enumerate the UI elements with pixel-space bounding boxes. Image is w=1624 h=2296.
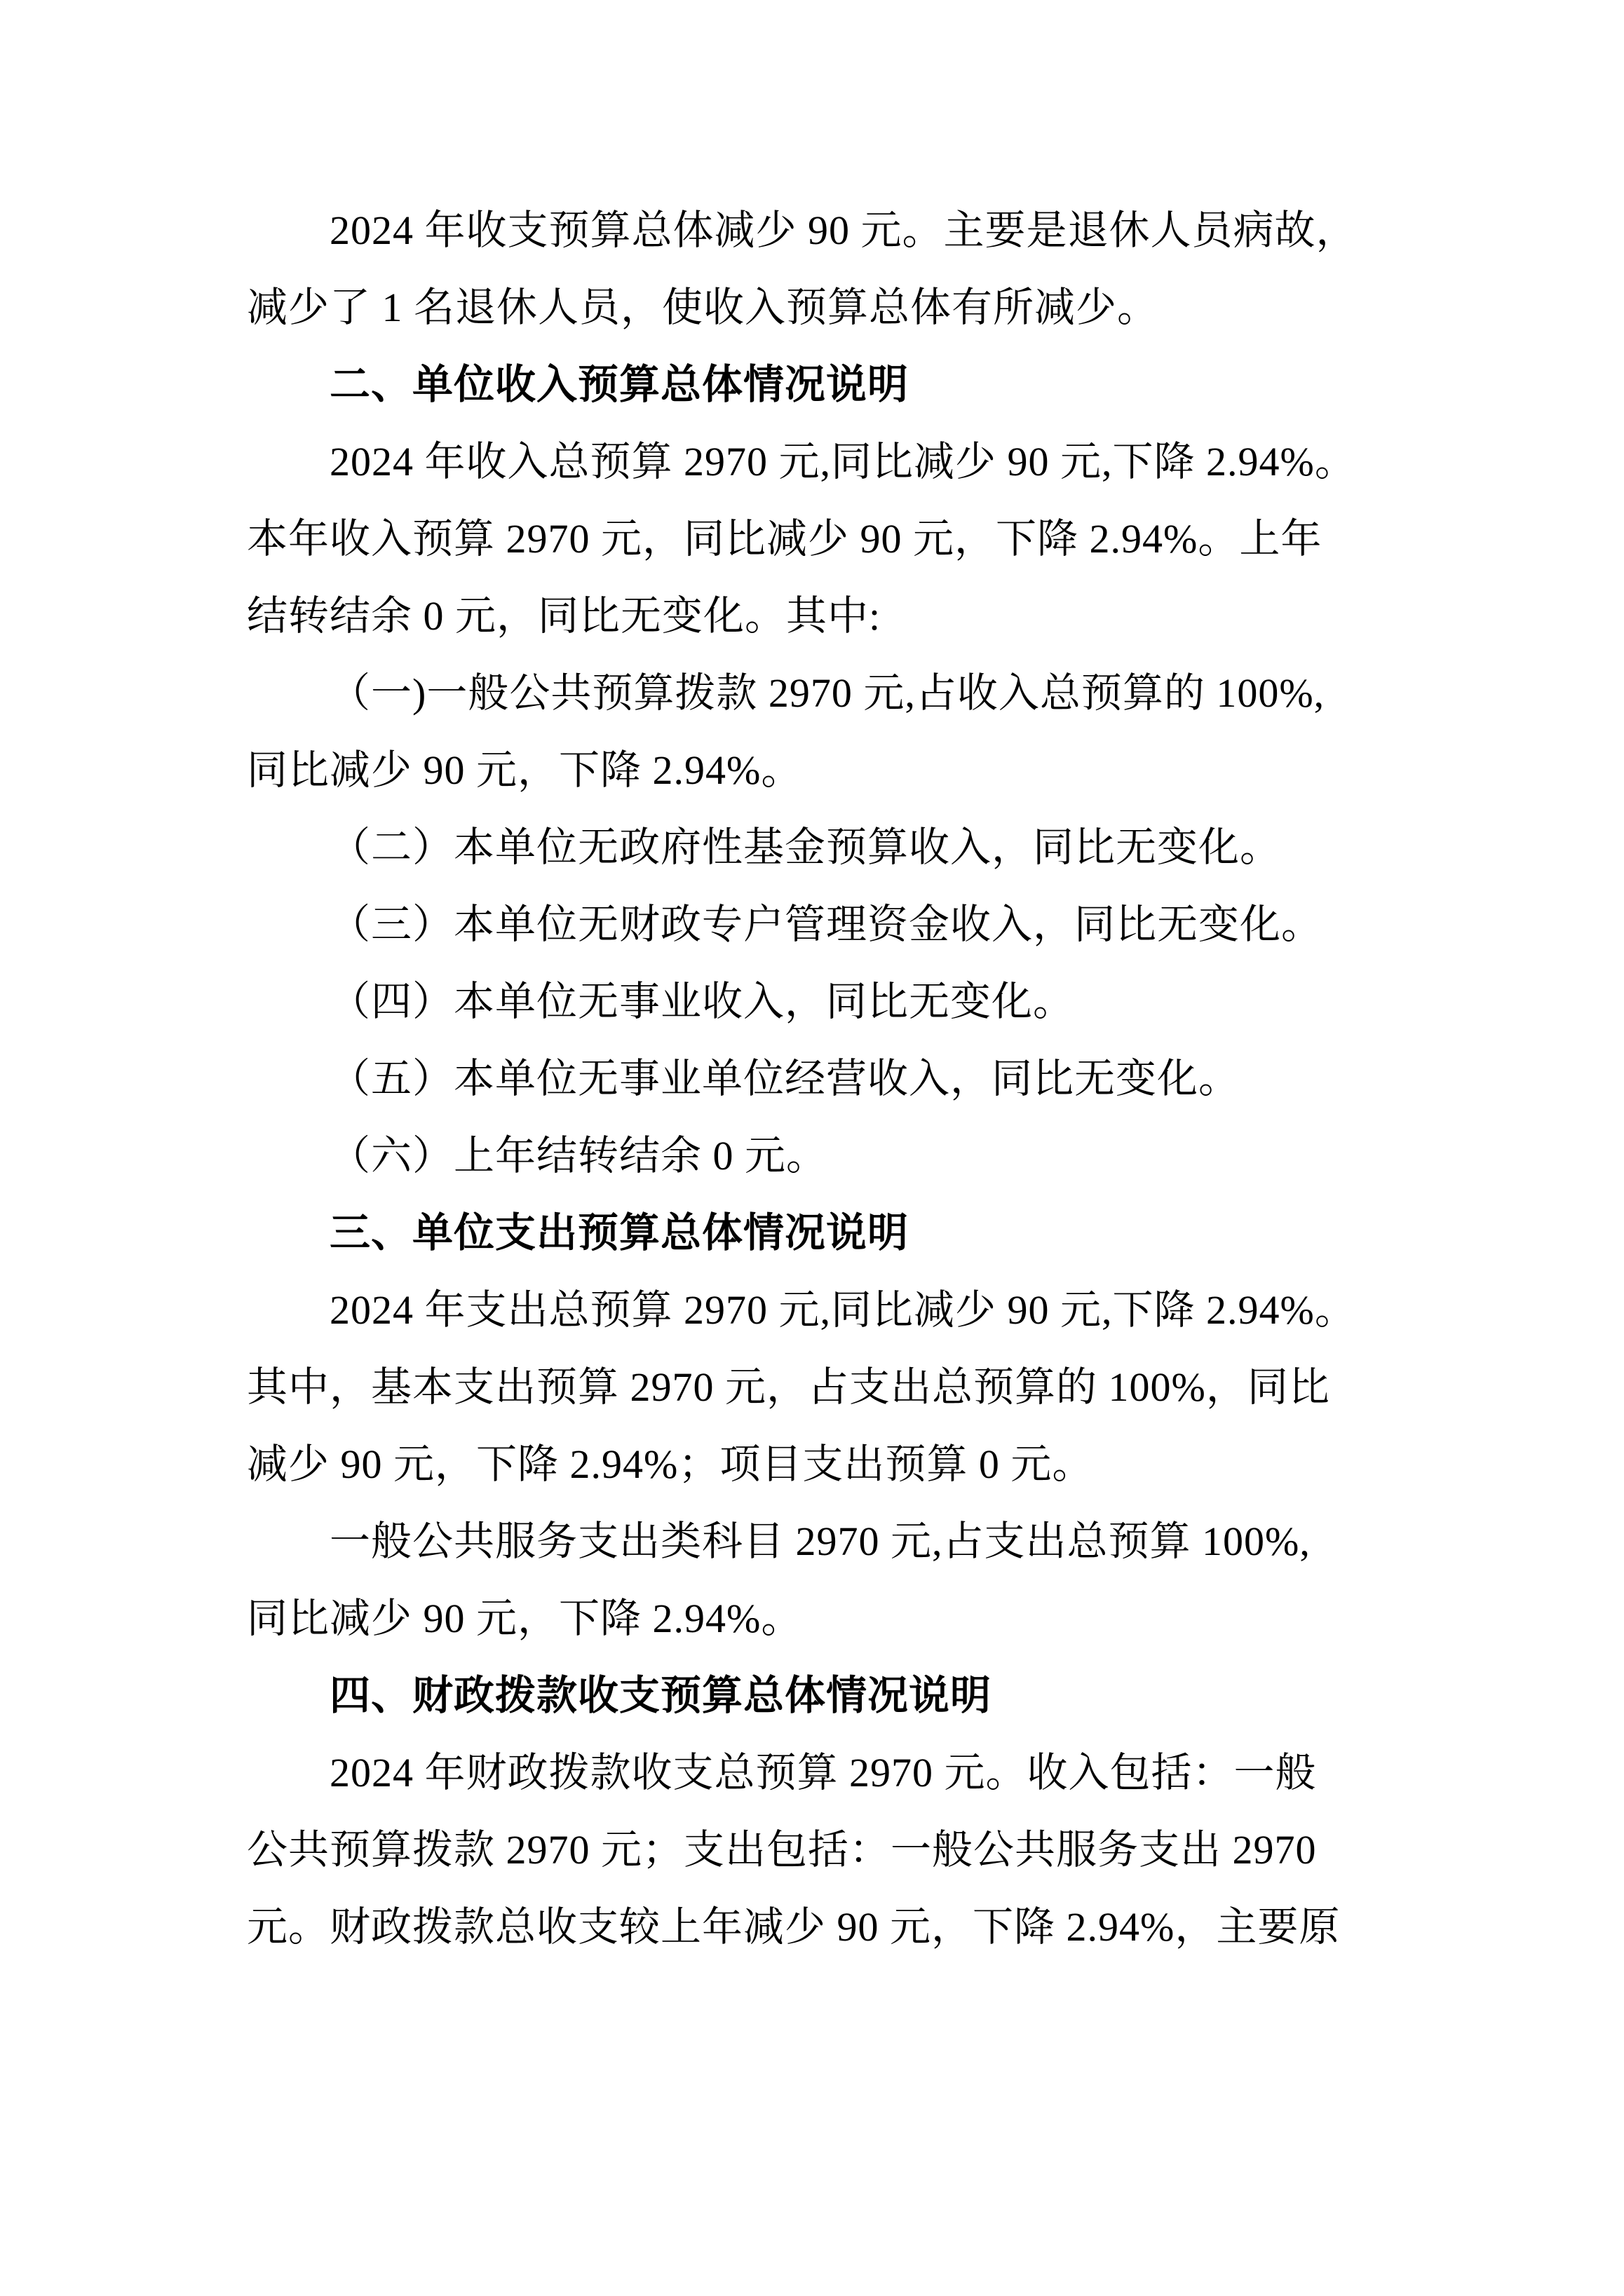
paragraph-line: 减少了 1 名退休人员，使收入预算总体有所减少。 [247,285,1159,330]
paragraph-line: 2024 年收支预算总体减少 90 元。主要是退休人员病故， [330,208,1358,253]
paragraph-line: 2024 年财政拨款收支总预算 2970 元。收入包括：一般 [330,1750,1317,1795]
list-item-line-2: （二）本单位无政府性基金预算收入，同比无变化。 [330,824,1282,870]
paragraph-line: 公共预算拨款 2970 元；支出包括：一般公共服务支出 2970 [247,1827,1317,1873]
paragraph-line: 减少 90 元，下降 2.94%；项目支出预算 0 元。 [247,1441,1094,1487]
paragraph-line: 元。财政拨款总收支较上年减少 90 元，下降 2.94%，主要原 [247,1904,1341,1950]
section-heading-4: 四、财政拨款收支预算总体情况说明 [330,1673,992,1718]
paragraph-line: 结转结余 0 元，同比无变化。其中: [247,593,881,639]
paragraph-line: 2024 年收入总预算 2970 元,同比减少 90 元,下降 2.94%。 [330,439,1356,484]
list-item-line-1: （一)一般公共预算拨款 2970 元,占收入总预算的 100%, [330,670,1325,716]
paragraph-line: 一般公共服务支出类科目 2970 元,占支出总预算 100%, [330,1519,1311,1564]
paragraph-line: 2024 年支出总预算 2970 元,同比减少 90 元,下降 2.94%。 [330,1287,1356,1333]
paragraph-line: 同比减少 90 元，下降 2.94%。 [247,1596,803,1641]
section-heading-2: 二、单位收入预算总体情况说明 [330,362,909,407]
section-heading-3: 三、单位支出预算总体情况说明 [330,1210,909,1256]
list-item-line-4: （四）本单位无事业收入，同比无变化。 [330,979,1075,1024]
paragraph-line: 其中，基本支出预算 2970 元，占支出总预算的 100%，同比 [247,1364,1330,1410]
list-item-line-6: （六）上年结转结余 0 元。 [330,1133,828,1178]
paragraph-line: 本年收入预算 2970 元，同比减少 90 元，下降 2.94%。上年 [247,516,1322,562]
list-item-line-5: （五）本单位无事业单位经营收入，同比无变化。 [330,1056,1240,1101]
list-item-line-3: （三）本单位无财政专户管理资金收入，同比无变化。 [330,902,1323,947]
document-body [247,192,1414,1966]
paragraph-line: 同比减少 90 元，下降 2.94%。 [247,747,803,793]
